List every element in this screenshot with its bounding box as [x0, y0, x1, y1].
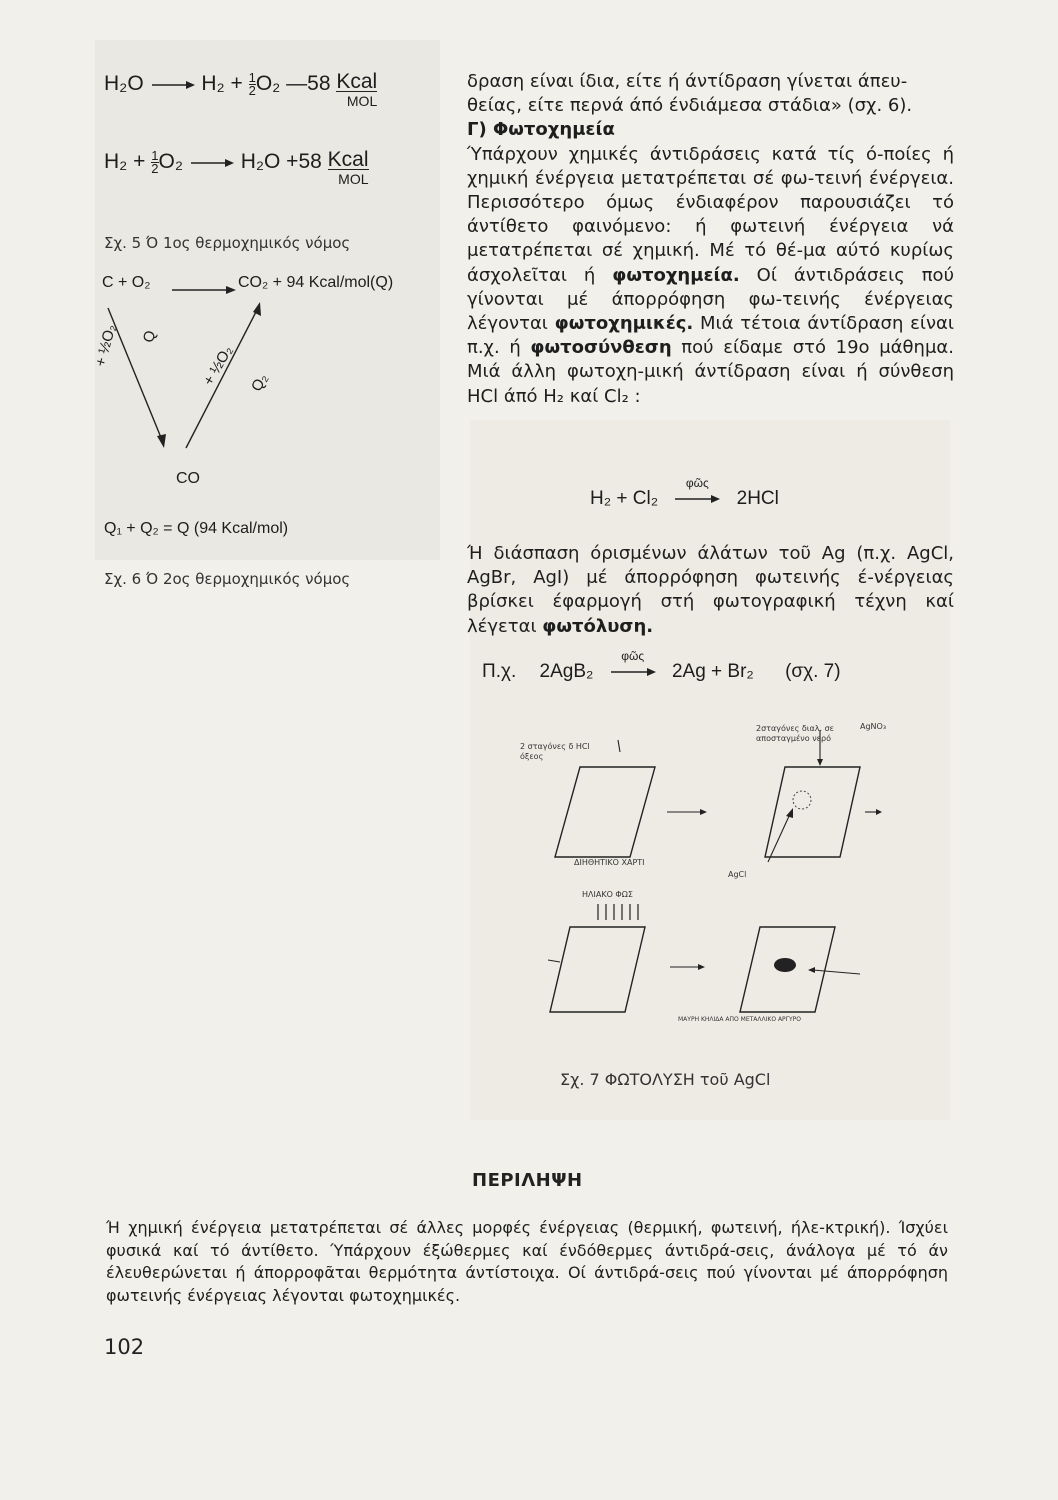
label-sun: ΗΛΙΑΚΟ ΦΩΣ	[582, 890, 633, 899]
label-drops-agno3: 2σταγόνες διαλ. σε αποσταγμένο νερό	[756, 724, 834, 743]
fig6-diagram	[92, 268, 460, 548]
paragraph-3: Ή διάσπαση όρισμένων άλάτων τοῦ Ag (π.χ. AgCl, AgBr, AgI) μέ άπορρόφηση φωτεινής έ-νέργειας βρίσκει έφαρμογή στή φωτογραφική τέχνη καί λέγεται φωτόλυση.	[467, 543, 954, 637]
half-fraction: $\frac{1}{2}$	[248, 70, 256, 98]
fig6-top-right: CO₂ + 94 Kcal/mol(Q)	[238, 274, 394, 291]
label-agcl: AgCl	[728, 870, 747, 879]
fig6-sum: Q₁ + Q₂ = Q (94 Kcal/mol)	[104, 520, 289, 537]
fig6-bottom-label: CO	[176, 470, 200, 487]
fig7-diagram	[520, 712, 910, 1032]
fig6-right-edge-label: + ½O₂	[200, 342, 237, 389]
fig6-triangle	[100, 268, 460, 548]
fig7-caption: Σχ. 7 ΦΩΤΟΛΥΣΗ τοῦ AgCl	[560, 1070, 771, 1089]
fig6-q2-label: Q₂	[248, 370, 272, 395]
summary-title: ΠΕΡΙΛΗΨΗ	[472, 1170, 583, 1191]
arrow-right-icon	[150, 79, 196, 91]
fig5-eq1: H₂O H₂ + $\frac{1}{2}$ O₂ —58 Kcal MOL	[104, 70, 378, 109]
fig6-caption: Σχ. 6 Ό 2ος θερμοχημικός νόμος	[104, 570, 351, 588]
agbr-equation: Π.χ. 2AgB₂ φῶς 2Ag + Br₂ (σχ. 7)	[482, 649, 841, 682]
fig6-left-edge-label: + ½O₂	[92, 322, 120, 369]
label-drops-hcl: 2 σταγόνες δ HCl όξεος	[520, 742, 590, 761]
unit-kcal-mol: Kcal MOL	[327, 148, 369, 187]
paragraph-1: δραση είναι ίδια, είτε ή άντίδραση γίνεται άπευ-θείας, είτε περνά άπό ένδιάμεσα στάδια» (σχ. 6).	[467, 71, 913, 117]
fig5-caption: Σχ. 5 Ό 1ος θερμοχημικός νόμος	[104, 234, 351, 252]
fig6-q1-label: Q	[140, 328, 160, 345]
label-agno3: AgNO₃	[860, 722, 887, 731]
summary-text: Ή χημική ένέργεια μετατρέπεται σέ άλλες μορφές ένέργειας (θερμική, φωτεινή, ήλε-κτρική). Ίσχύει φυσικά καί τό άντίθετο. Ύπάρχουν έξώθερμες καί ένδόθερμες άντιδρά-σεις, άνάλογα μέ τό άν έλευθερώνεται ή άπορροφᾶται θερμότητα άντίστοιχα. Οί άντιδρά-σεις πού γίνονται μέ άπορρόφηση φωτεινής ένέργειας λέγονται φωτοχημικές.	[106, 1218, 948, 1305]
arrow-right-icon	[189, 157, 235, 169]
arrow-right-icon	[609, 667, 657, 677]
paragraph-2: Ύπάρχουν χημικές άντιδράσεις κατά τίς ό-ποίες ή χημική ένέργεια μετατρέπεται σέ φω-τεινή ένέργεια. Περισσότερο όμως ένδιαφέρον παρουσιάζει τό άντίθετο φαινόμενο: ή φωτεινή ένέργεια νά μετατρέπεται σέ χημική. Μέ τό θέ-μα αύτό κυρίως άσχολεῖται ή φωτοχημεία. Οί άντιδράσεις πού γίνονται μέ άπορρόφηση φω-τεινής ένέργειας λέγονται φωτοχημικές. Μιά τέτοια άντίδραση είναι π.χ. ή φωτοσύνθεση πού είδαμε στό 19ο μάθημα. Μιά άλλη φωτοχη-μική άντίδραση είναι ή σύνθεση HCl άπό H₂ καί Cl₂ :	[467, 143, 954, 407]
section-heading: Γ) Φωτοχημεία	[467, 119, 615, 141]
half-fraction: $\frac{1}{2}$	[151, 148, 159, 176]
hcl-equation: H₂ + Cl₂ φῶς 2HCl	[590, 476, 779, 509]
fig6-top-left: C + O₂	[102, 274, 151, 291]
label-paper: ΔΙΗΘΗΤΙΚΟ ΧΑΡΤΙ	[574, 858, 645, 867]
fig5-eq2: H₂ + $\frac{1}{2}$ O₂ H₂O +58 Kcal MOL	[104, 148, 369, 187]
unit-kcal-mol: Kcal MOL	[336, 70, 378, 109]
main-text	[467, 70, 954, 409]
label-stain: ΜΑΥΡΗ ΚΗΛΙΔΑ ΑΠΟ ΜΕΤΑΛΛΙΚΟ ΑΡΓΥΡΟ	[678, 1016, 802, 1023]
page-number: 102	[104, 1335, 145, 1359]
arrow-right-icon	[673, 494, 721, 504]
